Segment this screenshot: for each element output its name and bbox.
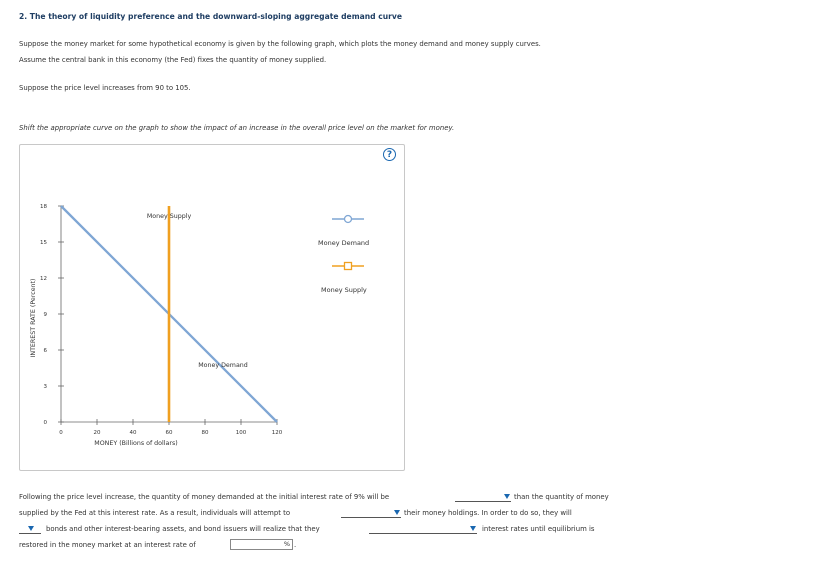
question-sentence-2: than the quantity of money bbox=[514, 493, 609, 501]
question-title: 2. The theory of liquidity preference and the downward-sloping aggregate demand curve bbox=[19, 12, 402, 21]
intro-line-1: Suppose the money market for some hypothetical economy is given by the following graph, which plots the money demand and money supply curves. bbox=[19, 40, 541, 48]
y-tick-label: 6 bbox=[43, 348, 47, 354]
holdings-action-dropdown[interactable] bbox=[341, 508, 401, 518]
question-sentence-5: bonds and other interest-bearing assets, and bond issuers will realize that they bbox=[46, 525, 320, 533]
help-icon[interactable]: ? bbox=[383, 148, 396, 161]
chevron-down-icon bbox=[470, 526, 476, 531]
money-supply-tool-label: Money Supply bbox=[321, 286, 367, 294]
x-tick-label: 120 bbox=[271, 430, 283, 436]
x-axis-label: MONEY (Billions of dollars) bbox=[94, 440, 178, 447]
equilibrium-rate-input[interactable] bbox=[230, 539, 293, 550]
price-change-text: Suppose the price level increases from 90 to 105. bbox=[19, 84, 191, 92]
bonds-action-dropdown[interactable] bbox=[19, 524, 41, 534]
x-tick-label: 60 bbox=[165, 430, 173, 436]
x-tick-label: 20 bbox=[93, 430, 101, 436]
x-tick-label: 0 bbox=[59, 430, 63, 436]
money-demand-tool-label: Money Demand bbox=[318, 239, 370, 247]
y-tick-label: 0 bbox=[43, 420, 47, 426]
instruction-text: Shift the appropriate curve on the graph to show the impact of an increase in the overall price level on the market for money. bbox=[19, 124, 455, 132]
money-supply-tool-icon[interactable] bbox=[330, 261, 366, 271]
sentence-period: . bbox=[294, 541, 297, 549]
y-tick-label: 9 bbox=[43, 312, 47, 318]
chevron-down-icon bbox=[28, 526, 34, 531]
question-sentence-7: restored in the money market at an interest rate of bbox=[19, 541, 196, 549]
x-tick-label: 40 bbox=[129, 430, 137, 436]
chevron-down-icon bbox=[394, 510, 400, 515]
y-tick-label: 18 bbox=[40, 204, 47, 210]
intro-line-2: Assume the central bank in this economy (the Fed) fixes the quantity of money supplied. bbox=[19, 56, 327, 64]
y-tick-label: 15 bbox=[40, 240, 47, 246]
y-tick-label: 3 bbox=[43, 384, 47, 390]
money-demand-tool-icon[interactable] bbox=[330, 214, 366, 224]
question-sentence-6: interest rates until equilibrium is bbox=[482, 525, 595, 533]
y-tick-label: 12 bbox=[40, 276, 47, 282]
demanded-comparison-dropdown[interactable] bbox=[455, 492, 511, 502]
question-sentence-4: their money holdings. In order to do so, they will bbox=[404, 509, 572, 517]
curve-annotation: Money Demand bbox=[198, 361, 248, 369]
interest-rate-action-dropdown[interactable] bbox=[369, 524, 477, 534]
question-sentence-1: Following the price level increase, the quantity of money demanded at the initial interest rate of 9% will be bbox=[19, 493, 390, 501]
question-sentence-3: supplied by the Fed at this interest rate. As a result, individuals will attempt to bbox=[19, 509, 291, 517]
x-tick-label: 80 bbox=[201, 430, 209, 436]
curve-annotation: Money Supply bbox=[146, 213, 192, 220]
chevron-down-icon bbox=[504, 494, 510, 499]
y-axis-label: INTEREST RATE (Percent) bbox=[30, 278, 37, 358]
x-tick-label: 100 bbox=[235, 430, 247, 436]
percent-sign: % bbox=[283, 540, 290, 548]
